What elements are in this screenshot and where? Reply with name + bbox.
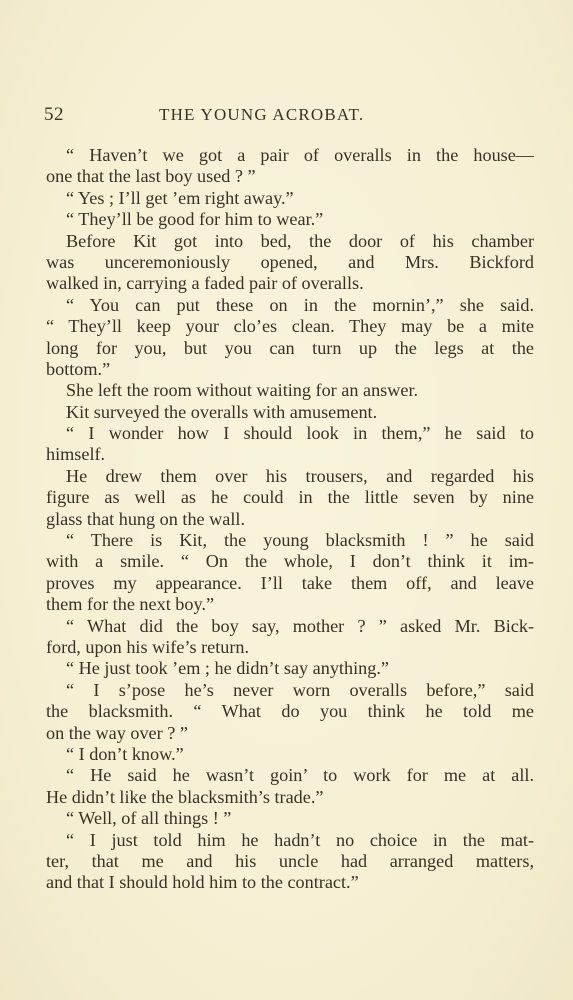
text-line: He drew them over his trousers, and regarded his <box>66 465 534 486</box>
text-line: “ There is Kit, the young blacksmith ! ” he said <box>66 530 534 551</box>
text-line: Before Kit got into bed, the door of his chamber <box>66 230 534 251</box>
text-line: ter, that me and his uncle had arranged matters, <box>46 850 534 871</box>
text-line: bottom.” <box>46 358 111 379</box>
text-line: one that the last boy used ? ” <box>46 166 256 187</box>
body-text <box>46 145 534 894</box>
text-line: “ Haven’t we got a pair of overalls in the house— <box>66 145 534 165</box>
running-title: THE YOUNG ACROBAT. <box>159 105 365 124</box>
text-line: “ He said he wasn’t goin’ to work for me at all. <box>66 765 534 786</box>
page-header <box>44 104 538 128</box>
text-line: “ They’ll keep your clo’es clean. They may be a mite <box>46 316 534 337</box>
text-line: glass that hung on the wall. <box>46 508 246 529</box>
text-line: the blacksmith. “ What do you think he told me <box>46 701 534 722</box>
text-line: “ He just took ’em ; he didn’t say anything.” <box>66 658 389 679</box>
text-line: “ Yes ; I’ll get ’em right away.” <box>66 187 294 208</box>
text-line: himself. <box>46 444 106 465</box>
text-line: proves my appearance. I’ll take them off, and leave <box>46 572 534 593</box>
text-line: He didn’t like the blacksmith’s trade.” <box>46 786 324 807</box>
text-line: Kit surveyed the overalls with amusement. <box>66 401 378 422</box>
text-line: long for you, but you can turn up the legs at the <box>46 337 534 358</box>
text-line: “ I s’pose he’s never worn overalls before,” said <box>66 679 534 700</box>
text-line: “ What did the boy say, mother ? ” asked Mr. Bick- <box>66 615 534 636</box>
text-line: “ Well, of all things ! ” <box>66 808 232 829</box>
text-line: on the way over ? ” <box>46 722 188 743</box>
text-line: She left the room without waiting for an answer. <box>66 380 419 401</box>
text-line: “ You can put these on in the mornin’,” she said. <box>66 294 534 315</box>
page-number: 52 <box>44 104 64 125</box>
text-line: “ I just told him he hadn’t no choice in the mat- <box>66 829 534 850</box>
text-line: “ They’ll be good for him to wear.” <box>66 209 324 230</box>
text-line: with a smile. “ On the whole, I don’t think it im- <box>46 551 534 572</box>
text-line: and that I should hold him to the contract.” <box>46 872 359 893</box>
text-line: figure as well as he could in the little seven by nine <box>46 487 534 508</box>
text-line: was unceremoniously opened, and Mrs. Bickford <box>46 251 534 272</box>
text-line: walked in, carrying a faded pair of overalls. <box>46 273 364 294</box>
text-line: ford, upon his wife’s return. <box>46 636 250 657</box>
text-line: “ I wonder how I should look in them,” he said to <box>66 423 534 444</box>
text-line: them for the next boy.” <box>46 594 215 615</box>
text-line: “ I don’t know.” <box>66 743 184 764</box>
